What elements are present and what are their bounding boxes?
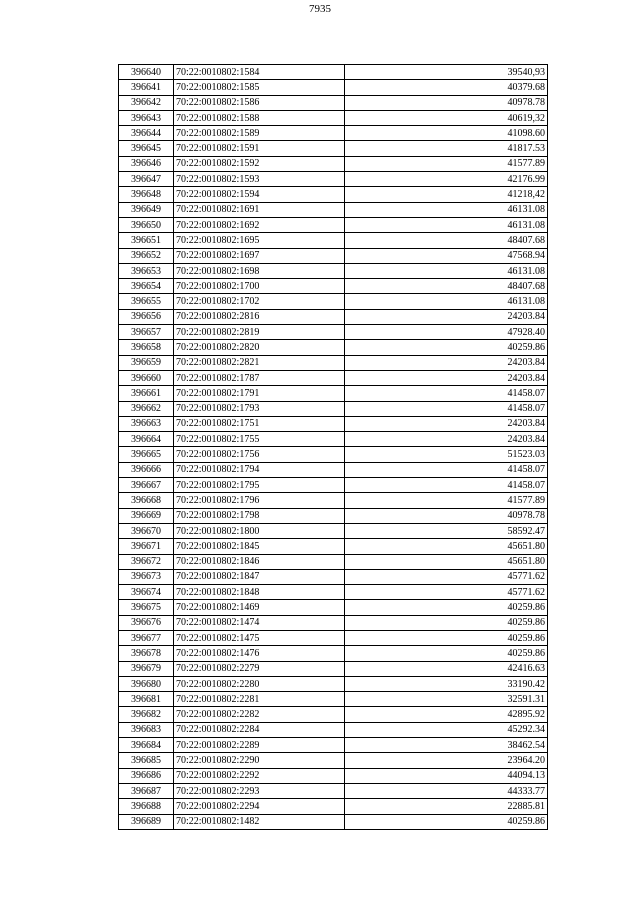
cadastral-number-cell: 70:22:0010802:2820 <box>174 340 345 355</box>
cadastral-number-cell: 70:22:0010802:1847 <box>174 569 345 584</box>
cadastral-number-cell: 70:22:0010802:1588 <box>174 110 345 125</box>
row-number-cell: 396657 <box>119 325 174 340</box>
table-body <box>119 65 548 830</box>
table-row <box>119 493 548 508</box>
cadastral-number-cell: 70:22:0010802:1469 <box>174 600 345 615</box>
table-row <box>119 95 548 110</box>
row-number-cell: 396663 <box>119 416 174 431</box>
row-number-cell: 396680 <box>119 676 174 691</box>
cadastral-number-cell: 70:22:0010802:1584 <box>174 65 345 80</box>
cadastral-value-cell: 41458.07 <box>345 401 548 416</box>
cadastral-value-cell: 22885.81 <box>345 799 548 814</box>
cadastral-number-cell: 70:22:0010802:1585 <box>174 80 345 95</box>
row-number-cell: 396662 <box>119 401 174 416</box>
table-row <box>119 600 548 615</box>
row-number-cell: 396658 <box>119 340 174 355</box>
row-number-cell: 396649 <box>119 202 174 217</box>
cadastral-number-cell: 70:22:0010802:1846 <box>174 554 345 569</box>
row-number-cell: 396641 <box>119 80 174 95</box>
table-row <box>119 692 548 707</box>
cadastral-number-cell: 70:22:0010802:1755 <box>174 432 345 447</box>
cadastral-value-cell: 24203.84 <box>345 370 548 385</box>
cadastral-value-cell: 24203.84 <box>345 432 548 447</box>
cadastral-number-cell: 70:22:0010802:1697 <box>174 248 345 263</box>
cadastral-number-cell: 70:22:0010802:1702 <box>174 294 345 309</box>
table-row <box>119 340 548 355</box>
table-row <box>119 248 548 263</box>
cadastral-number-cell: 70:22:0010802:1475 <box>174 630 345 645</box>
row-number-cell: 396685 <box>119 753 174 768</box>
cadastral-number-cell: 70:22:0010802:1586 <box>174 95 345 110</box>
cadastral-value-cell: 33190.42 <box>345 676 548 691</box>
cadastral-value-cell: 40978.78 <box>345 508 548 523</box>
cadastral-value-cell: 40978.78 <box>345 95 548 110</box>
cadastral-number-cell: 70:22:0010802:2279 <box>174 661 345 676</box>
cadastral-value-cell: 58592.47 <box>345 523 548 538</box>
row-number-cell: 396677 <box>119 630 174 645</box>
table-row <box>119 370 548 385</box>
table-row <box>119 110 548 125</box>
table-row <box>119 523 548 538</box>
cadastral-number-cell: 70:22:0010802:1592 <box>174 156 345 171</box>
row-number-cell: 396669 <box>119 508 174 523</box>
cadastral-number-cell: 70:22:0010802:1698 <box>174 263 345 278</box>
table-row <box>119 126 548 141</box>
row-number-cell: 396659 <box>119 355 174 370</box>
cadastral-number-cell: 70:22:0010802:1787 <box>174 370 345 385</box>
cadastral-value-cell: 51523.03 <box>345 447 548 462</box>
table-row <box>119 233 548 248</box>
cadastral-value-cell: 24203.84 <box>345 309 548 324</box>
cadastral-number-cell: 70:22:0010802:2293 <box>174 783 345 798</box>
row-number-cell: 396652 <box>119 248 174 263</box>
cadastral-number-cell: 70:22:0010802:2289 <box>174 738 345 753</box>
cadastral-value-cell: 40379.68 <box>345 80 548 95</box>
table-row <box>119 217 548 232</box>
cadastral-number-cell: 70:22:0010802:1848 <box>174 585 345 600</box>
cadastral-value-cell: 40259.86 <box>345 646 548 661</box>
row-number-cell: 396655 <box>119 294 174 309</box>
cadastral-value-cell: 38462.54 <box>345 738 548 753</box>
cadastral-number-cell: 70:22:0010802:1692 <box>174 217 345 232</box>
table-row <box>119 386 548 401</box>
row-number-cell: 396684 <box>119 738 174 753</box>
table-row <box>119 676 548 691</box>
table-row <box>119 432 548 447</box>
cadastral-value-cell: 23964.20 <box>345 753 548 768</box>
cadastral-value-cell: 45651.80 <box>345 554 548 569</box>
row-number-cell: 396671 <box>119 539 174 554</box>
cadastral-number-cell: 70:22:0010802:1794 <box>174 462 345 477</box>
row-number-cell: 396670 <box>119 523 174 538</box>
row-number-cell: 396668 <box>119 493 174 508</box>
cadastral-value-cell: 45292.34 <box>345 722 548 737</box>
cadastral-number-cell: 70:22:0010802:1793 <box>174 401 345 416</box>
row-number-cell: 396678 <box>119 646 174 661</box>
cadastral-number-cell: 70:22:0010802:1798 <box>174 508 345 523</box>
table-row <box>119 401 548 416</box>
cadastral-value-cell: 46131.08 <box>345 217 548 232</box>
cadastral-value-cell: 48407.68 <box>345 233 548 248</box>
row-number-cell: 396686 <box>119 768 174 783</box>
table-row <box>119 447 548 462</box>
table-row <box>119 585 548 600</box>
cadastral-value-cell: 47928.40 <box>345 325 548 340</box>
cadastral-value-cell: 41577.89 <box>345 156 548 171</box>
cadastral-number-cell: 70:22:0010802:2290 <box>174 753 345 768</box>
row-number-cell: 396665 <box>119 447 174 462</box>
cadastral-value-cell: 40259.86 <box>345 340 548 355</box>
cadastral-number-cell: 70:22:0010802:2282 <box>174 707 345 722</box>
table-row <box>119 355 548 370</box>
table-row <box>119 630 548 645</box>
row-number-cell: 396653 <box>119 263 174 278</box>
table-row <box>119 722 548 737</box>
row-number-cell: 396645 <box>119 141 174 156</box>
cadastral-value-cell: 41218,42 <box>345 187 548 202</box>
cadastral-value-cell: 40619,32 <box>345 110 548 125</box>
row-number-cell: 396674 <box>119 585 174 600</box>
table-row <box>119 65 548 80</box>
cadastral-value-cell: 41577.89 <box>345 493 548 508</box>
cadastral-number-cell: 70:22:0010802:2819 <box>174 325 345 340</box>
cadastral-value-cell: 47568.94 <box>345 248 548 263</box>
row-number-cell: 396648 <box>119 187 174 202</box>
cadastral-number-cell: 70:22:0010802:1800 <box>174 523 345 538</box>
cadastral-number-cell: 70:22:0010802:2292 <box>174 768 345 783</box>
row-number-cell: 396688 <box>119 799 174 814</box>
cadastral-number-cell: 70:22:0010802:1796 <box>174 493 345 508</box>
cadastral-number-cell: 70:22:0010802:2816 <box>174 309 345 324</box>
row-number-cell: 396666 <box>119 462 174 477</box>
table-row <box>119 646 548 661</box>
cadastral-value-cell: 41458.07 <box>345 462 548 477</box>
row-number-cell: 396647 <box>119 172 174 187</box>
cadastral-number-cell: 70:22:0010802:1476 <box>174 646 345 661</box>
row-number-cell: 396689 <box>119 814 174 829</box>
cadastral-number-cell: 70:22:0010802:1695 <box>174 233 345 248</box>
cadastral-number-cell: 70:22:0010802:1593 <box>174 172 345 187</box>
row-number-cell: 396644 <box>119 126 174 141</box>
row-number-cell: 396679 <box>119 661 174 676</box>
cadastral-number-cell: 70:22:0010802:1845 <box>174 539 345 554</box>
cadastral-number-cell: 70:22:0010802:1591 <box>174 141 345 156</box>
table-row <box>119 554 548 569</box>
cadastral-value-cell: 42416.63 <box>345 661 548 676</box>
cadastral-number-cell: 70:22:0010802:2281 <box>174 692 345 707</box>
table-row <box>119 799 548 814</box>
cadastral-value-cell: 46131.08 <box>345 294 548 309</box>
table-row <box>119 508 548 523</box>
cadastral-value-cell: 41098.60 <box>345 126 548 141</box>
cadastral-value-cell: 48407.68 <box>345 279 548 294</box>
row-number-cell: 396660 <box>119 370 174 385</box>
cadastral-number-cell: 70:22:0010802:2821 <box>174 355 345 370</box>
table-row <box>119 569 548 584</box>
table-row <box>119 768 548 783</box>
cadastral-number-cell: 70:22:0010802:1791 <box>174 386 345 401</box>
cadastral-value-cell: 41458.07 <box>345 386 548 401</box>
table-row <box>119 416 548 431</box>
row-number-cell: 396643 <box>119 110 174 125</box>
row-number-cell: 396654 <box>119 279 174 294</box>
table-row <box>119 814 548 829</box>
row-number-cell: 396675 <box>119 600 174 615</box>
cadastral-value-cell: 40259.86 <box>345 615 548 630</box>
cadastral-number-cell: 70:22:0010802:2280 <box>174 676 345 691</box>
cadastral-value-cell: 40259.86 <box>345 814 548 829</box>
table-row <box>119 187 548 202</box>
cadastral-value-cell: 40259.86 <box>345 630 548 645</box>
cadastral-value-cell: 41458.07 <box>345 478 548 493</box>
cadastral-number-cell: 70:22:0010802:1589 <box>174 126 345 141</box>
table-row <box>119 661 548 676</box>
row-number-cell: 396642 <box>119 95 174 110</box>
cadastral-value-cell: 39540,93 <box>345 65 548 80</box>
cadastral-number-cell: 70:22:0010802:1691 <box>174 202 345 217</box>
table-row <box>119 783 548 798</box>
cadastral-number-cell: 70:22:0010802:2294 <box>174 799 345 814</box>
table-row <box>119 202 548 217</box>
row-number-cell: 396682 <box>119 707 174 722</box>
row-number-cell: 396681 <box>119 692 174 707</box>
cadastral-value-cell: 45651.80 <box>345 539 548 554</box>
cadastral-number-cell: 70:22:0010802:1594 <box>174 187 345 202</box>
table-row <box>119 294 548 309</box>
cadastral-value-cell: 24203.84 <box>345 355 548 370</box>
cadastral-number-cell: 70:22:0010802:1482 <box>174 814 345 829</box>
table-row <box>119 325 548 340</box>
row-number-cell: 396650 <box>119 217 174 232</box>
cadastral-value-cell: 46131.08 <box>345 202 548 217</box>
row-number-cell: 396676 <box>119 615 174 630</box>
row-number-cell: 396687 <box>119 783 174 798</box>
row-number-cell: 396646 <box>119 156 174 171</box>
cadastral-value-cell: 44333.77 <box>345 783 548 798</box>
cadastral-value-cell: 24203.84 <box>345 416 548 431</box>
cadastral-number-cell: 70:22:0010802:1700 <box>174 279 345 294</box>
cadastral-value-cell: 42895.92 <box>345 707 548 722</box>
table-row <box>119 478 548 493</box>
row-number-cell: 396673 <box>119 569 174 584</box>
cadastral-value-cell: 40259.86 <box>345 600 548 615</box>
table-row <box>119 141 548 156</box>
cadastral-value-table <box>118 64 548 830</box>
cadastral-value-cell: 41817.53 <box>345 141 548 156</box>
table-row <box>119 263 548 278</box>
cadastral-number-cell: 70:22:0010802:1756 <box>174 447 345 462</box>
row-number-cell: 396667 <box>119 478 174 493</box>
page-number: 7935 <box>309 3 331 15</box>
table-row <box>119 279 548 294</box>
cadastral-number-cell: 70:22:0010802:1795 <box>174 478 345 493</box>
table-row <box>119 462 548 477</box>
row-number-cell: 396651 <box>119 233 174 248</box>
cadastral-number-cell: 70:22:0010802:1751 <box>174 416 345 431</box>
table-row <box>119 753 548 768</box>
table-row <box>119 539 548 554</box>
cadastral-number-cell: 70:22:0010802:2284 <box>174 722 345 737</box>
table-row <box>119 738 548 753</box>
cadastral-value-cell: 32591.31 <box>345 692 548 707</box>
table-row <box>119 707 548 722</box>
table-row <box>119 156 548 171</box>
cadastral-value-cell: 45771.62 <box>345 569 548 584</box>
row-number-cell: 396656 <box>119 309 174 324</box>
table-row <box>119 172 548 187</box>
table-row <box>119 615 548 630</box>
cadastral-value-cell: 44094.13 <box>345 768 548 783</box>
table-row <box>119 309 548 324</box>
row-number-cell: 396672 <box>119 554 174 569</box>
cadastral-value-cell: 46131.08 <box>345 263 548 278</box>
row-number-cell: 396640 <box>119 65 174 80</box>
cadastral-value-cell: 42176.99 <box>345 172 548 187</box>
cadastral-number-cell: 70:22:0010802:1474 <box>174 615 345 630</box>
table-row <box>119 80 548 95</box>
cadastral-value-cell: 45771.62 <box>345 585 548 600</box>
row-number-cell: 396664 <box>119 432 174 447</box>
row-number-cell: 396661 <box>119 386 174 401</box>
row-number-cell: 396683 <box>119 722 174 737</box>
